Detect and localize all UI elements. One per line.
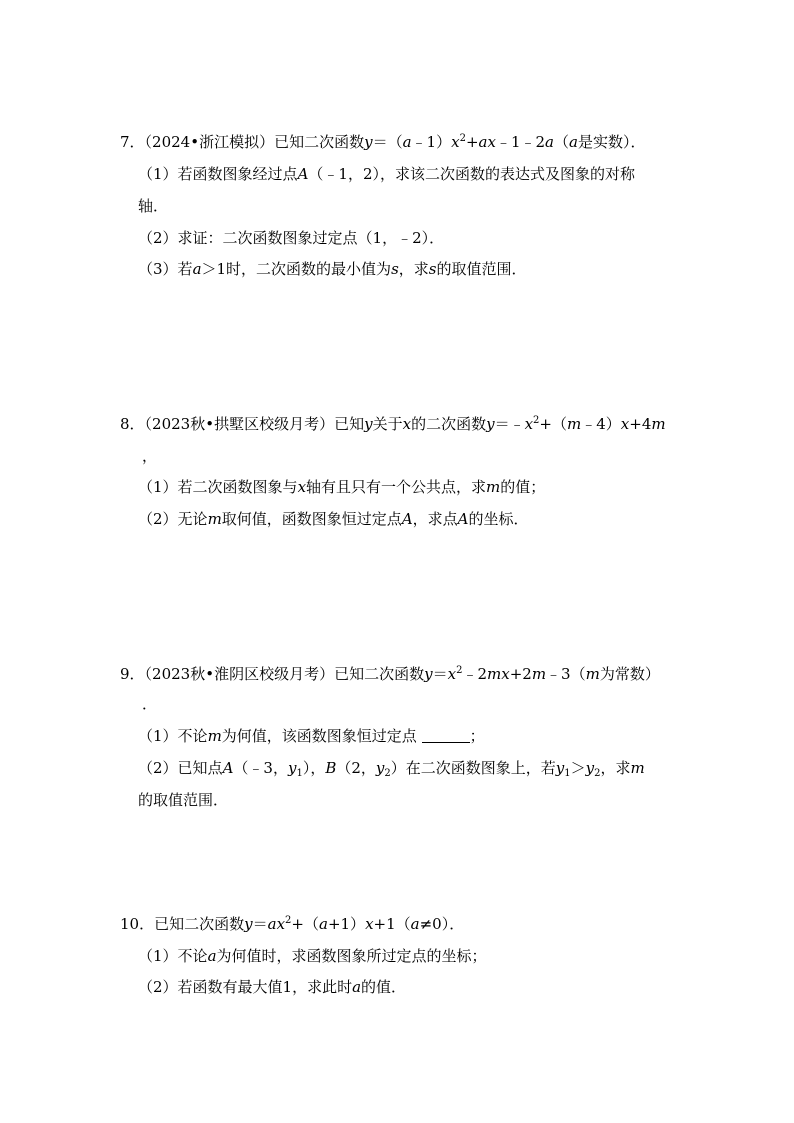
problem-9-part-2: （2）已知点A（﹣3，$y_1$），B（2，$y_2$）在二次函数图象上，若$y_1>y_2$，求m — [138, 759, 645, 779]
problem-9-part-2-wrap: 的取值范围． — [138, 791, 229, 809]
problem-10-part-2: （2）若函数有最大值1，求此时a的值． — [138, 978, 407, 996]
problem-8-part-1: （1）若二次函数图象与x轴有且只有一个公共点，求m的值； — [138, 478, 546, 496]
problem-7-part-2: （2）求证：二次函数图象过定点（1，﹣2）． — [138, 229, 445, 247]
problem-8-stem: 8．（2023秋•拱墅区校级月考）已知y关于x的二次函数$y=﹣x^2+(m﹣4)x+4m$ — [120, 415, 666, 433]
problem-number: 10． — [120, 915, 155, 933]
problem-10-stem: 10．已知二次函数$y=ax^2+(a+1)x+1(a\ne 0)$． — [120, 915, 465, 933]
problem-source: （2023秋•拱墅区校级月考） — [144, 415, 335, 433]
answer-blank[interactable] — [422, 728, 470, 743]
problem-8-stem-wrap: ， — [142, 447, 158, 465]
problem-7-part-3: （3）若a＞1时，二次函数的最小值为s，求s的取值范围． — [138, 260, 527, 278]
problem-number: 7． — [120, 133, 145, 151]
problem-7-part-1-wrap: 轴． — [138, 197, 169, 215]
problem-7-part-1: （1）若函数图象经过点A（﹣1，2），求该二次函数的表达式及图象的对称 — [138, 165, 635, 183]
problem-7-stem: 7．（2024•浙江模拟）已知二次函数$y=(a﹣1)x^2+ax﹣1﹣2a(a$是实数）． — [120, 133, 646, 151]
problem-number: 8． — [120, 415, 145, 433]
problem-10-part-1: （1）不论a为何值时，求函数图象所过定点的坐标； — [138, 947, 487, 965]
problem-source: （2024•浙江模拟） — [144, 133, 275, 151]
problem-source: （2023秋•淮阴区校级月考） — [144, 665, 335, 683]
problem-9-part-1: （1）不论m为何值，该函数图象恒过定点 ； — [138, 727, 485, 745]
problem-8-part-2: （2）无论m取何值，函数图象恒过定点A，求点A的坐标． — [138, 510, 529, 528]
problem-9-stem: 9．（2023秋•淮阴区校级月考）已知二次函数$y=x^2﹣2mx+2m﹣3(m$为常数） — [120, 665, 660, 683]
problem-number: 9． — [120, 665, 145, 683]
problem-9-stem-wrap: ． — [142, 695, 158, 713]
